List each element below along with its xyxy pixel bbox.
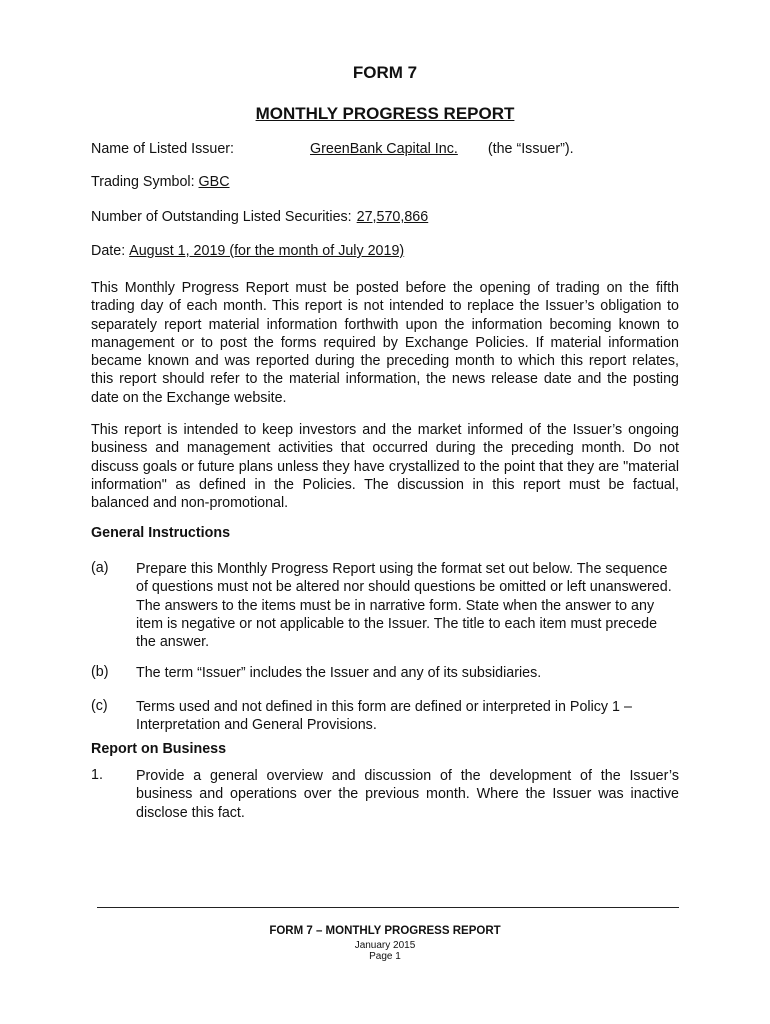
issuer-label: Name of Listed Issuer: — [91, 141, 239, 157]
instruction-text-a: Prepare this Monthly Progress Report using the format set out below. The sequence of questions must not be altered nor should questions be omitted or left unanswered. The answers to the items must be in narrative form. State when the answer to any item is negative or not applicable to the Issuer. The title to each item must precede the answer. — [136, 561, 672, 651]
footer-page-number: Page 1 — [369, 951, 401, 962]
report-title: MONTHLY PROGRESS REPORT — [255, 104, 515, 123]
date-value: August 1, 2019 (for the month of July 2019) — [129, 243, 405, 259]
instruction-label-a: (a) — [91, 560, 109, 576]
general-instructions-heading: General Instructions — [91, 525, 231, 541]
date-line — [91, 243, 404, 259]
form-title: FORM 7 — [352, 63, 418, 82]
trading-symbol-value: GBC — [198, 174, 230, 190]
footer-title: FORM 7 – MONTHLY PROGRESS REPORT — [269, 925, 501, 937]
issuer-line — [91, 141, 574, 157]
date-label: Date: — [91, 243, 126, 259]
outstanding-securities-line — [91, 209, 428, 225]
issuer-value: GreenBank Capital Inc. — [310, 141, 458, 157]
footer-date: January 2015 — [354, 940, 416, 951]
outstanding-value: 27,570,866 — [356, 209, 429, 225]
instruction-label-c: (c) — [91, 698, 108, 714]
outstanding-label: Number of Outstanding Listed Securities: — [91, 209, 352, 225]
instruction-text-b: The term “Issuer” includes the Issuer and any of its subsidiaries. — [136, 665, 542, 681]
intro-paragraph-2: This report is intended to keep investors and the market informed of the Issuer’s ongoing business and management activities that occurred during the preceding month. Do not discuss goals or future plans unless they have crystallized to the point that they are "material information" as defined in the Policies. The discussion in this report must be factual, balanced and non-promotional. — [91, 422, 679, 512]
issuer-suffix: (the “Issuer”). — [487, 141, 574, 157]
trading-symbol-label: Trading Symbol: — [91, 174, 199, 190]
trading-symbol-line — [91, 174, 230, 190]
intro-paragraph-1: This Monthly Progress Report must be posted before the opening of trading on the fifth trading day of each month. This report is not intended to replace the Issuer’s obligation to separately report material information forthwith upon the information becoming known to management or to post the forms required by Exchange Policies. If material information became known and was reported during the preceding month to which this report relates, this report should refer to the material information, the news release date and the posting date on the Exchange website. — [91, 280, 679, 406]
business-item-label-1: 1. — [91, 767, 103, 783]
instruction-label-b: (b) — [91, 664, 109, 680]
report-on-business-heading: Report on Business — [91, 741, 227, 757]
instruction-text-c: Terms used and not defined in this form are defined or interpreted in Policy 1 – Interpretation and General Provisions. — [136, 699, 632, 734]
business-item-text-1: Provide a general overview and discussion of the development of the Issuer’s business and operations over the previous month. Where the Issuer was inactive disclose this fact. — [136, 768, 679, 821]
footer-divider — [97, 907, 679, 908]
